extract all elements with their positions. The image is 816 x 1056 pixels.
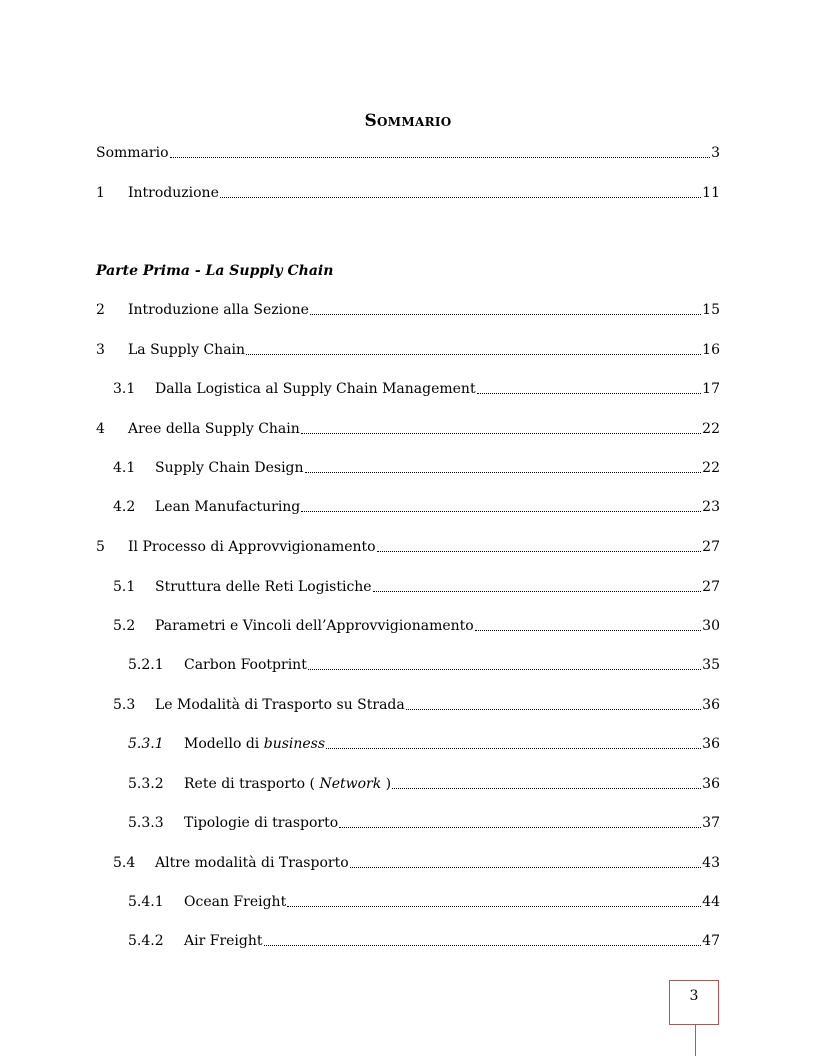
toc-leader-dots [220,196,701,198]
toc-entry-number: 4 [96,421,105,437]
toc-leader-dots [305,471,702,473]
toc-entry-page: 37 [702,815,720,831]
toc-leader-dots [308,668,701,670]
toc-entry-5[interactable] [96,537,720,557]
toc-entry-3[interactable] [96,340,720,360]
toc-entry-4-2[interactable] [96,497,720,517]
toc-entry-number: 5.4.2 [128,933,164,949]
toc-entry-title-text: ) [381,776,392,792]
toc-entry-title: Tipologie di trasporto [184,815,339,831]
toc-entry-3-1[interactable] [96,379,720,399]
toc-entry-title: Dalla Logistica al Supply Chain Management [155,381,476,397]
toc-entry-page: 22 [702,460,720,476]
toc-entry-page: 30 [702,618,720,634]
toc-entry-page: 36 [702,697,720,713]
toc-entry-title-emphasis: business [263,736,326,752]
toc-entry-number: 5.3.3 [128,815,164,831]
section-heading: Parte Prima - La Supply Chain [96,263,334,279]
toc-entry-5-2[interactable] [96,616,720,636]
toc-leader-dots [475,629,701,631]
toc-leader-dots [326,747,701,749]
toc-entry-4-1[interactable] [96,458,720,478]
toc-leader-dots [287,905,701,907]
toc-entry-1[interactable] [96,183,720,203]
page-number-box [669,980,719,1025]
toc-leader-dots [477,392,702,394]
toc-entry-number: 5.4 [113,855,136,871]
toc-entry-number: 5.3.1 [128,736,164,752]
toc-entry-number: 5.1 [113,579,136,595]
toc-leader-dots [310,313,701,315]
toc-entry-page: 11 [702,185,720,201]
toc-entry-title: Introduzione alla Sezione [128,302,309,318]
toc-entry-2[interactable] [96,300,720,320]
toc-entry-number: 4.1 [113,460,136,476]
toc-entry-title [184,774,391,794]
toc-entry-page: 16 [702,342,720,358]
toc-entry-5-4-2[interactable] [96,931,720,951]
toc-entry-number: 5.2.1 [128,657,164,673]
toc-entry-title: Parametri e Vincoli dell’Approvvigionamento [155,618,474,634]
toc-entry-4[interactable] [96,419,720,439]
toc-entry-title: Il Processo di Approvvigionamento [128,539,376,555]
toc-leader-dots [246,353,701,355]
toc-entry-page: 3 [711,145,720,161]
toc-entry-page: 47 [702,933,720,949]
toc-entry-page: 22 [702,421,720,437]
page-title: Sommario [364,111,452,131]
toc-entry-page: 27 [702,579,720,595]
toc-entry-page: 23 [702,499,720,515]
toc-entry-title: Ocean Freight [184,894,287,910]
toc-entry-5-3[interactable] [96,695,720,715]
toc-entry-5-1[interactable] [96,577,720,597]
toc-entry-page: 17 [702,381,720,397]
toc-entry-page: 43 [702,855,720,871]
toc-entry-number: 5 [96,539,105,555]
toc-leader-dots [339,826,701,828]
toc-entry-number: 1 [96,185,105,201]
toc-leader-dots [350,866,702,868]
toc-entry-5-2-1[interactable] [96,655,720,675]
toc-entry-title: Struttura delle Reti Logistiche [155,579,372,595]
toc-leader-dots [170,156,711,158]
toc-entry-number: 3.1 [113,381,136,397]
toc-entry-title [184,734,325,754]
toc-entry-5-4-1[interactable] [96,892,720,912]
toc-entry-page: 36 [702,776,720,792]
toc-entry-title: La Supply Chain [128,342,246,358]
toc-leader-dots [373,590,702,592]
toc-leader-dots [406,708,701,710]
toc-entry-page: 15 [702,302,720,318]
toc-entry-5-3-3[interactable] [96,813,720,833]
toc-entry-page: 36 [702,736,720,752]
toc-entry-page: 44 [702,894,720,910]
toc-leader-dots [301,510,701,512]
toc-entry-title-emphasis: Network [319,776,382,792]
toc-entry-number: 2 [96,302,105,318]
toc-entry-number: 5.3 [113,697,136,713]
toc-entry-5-3-2[interactable] [96,774,720,794]
toc-entry-page: 27 [702,539,720,555]
toc-entry-title: Le Modalità di Trasporto su Strada [155,697,405,713]
toc-entry-number: 3 [96,342,105,358]
toc-entry-title: Introduzione [128,185,219,201]
toc-leader-dots [377,550,702,552]
page-number-tick [695,1025,696,1056]
toc-entry-title: Sommario [96,145,169,161]
toc-entry-title-text: Rete di trasporto ( [184,776,320,792]
toc-entry-title-text: Modello di [184,736,264,752]
toc-entry-sommario[interactable] [96,143,720,163]
toc-leader-dots [301,432,701,434]
toc-entry-number: 5.3.2 [128,776,164,792]
toc-entry-5-4[interactable] [96,853,720,873]
toc-entry-title: Air Freight [184,933,263,949]
toc-entry-number: 4.2 [113,499,136,515]
toc-leader-dots [392,787,701,789]
toc-leader-dots [264,944,702,946]
toc-entry-title: Carbon Footprint [184,657,307,673]
page-number: 3 [689,988,699,1004]
toc-entry-number: 5.4.1 [128,894,164,910]
toc-entry-page: 35 [702,657,720,673]
toc-entry-title: Lean Manufacturing [155,499,301,515]
toc-entry-5-3-1[interactable] [96,734,720,754]
toc-entry-number: 5.2 [113,618,136,634]
toc-entry-title: Supply Chain Design [155,460,304,476]
toc-entry-title: Altre modalità di Trasporto [155,855,349,871]
toc-entry-title: Aree della Supply Chain [128,421,300,437]
